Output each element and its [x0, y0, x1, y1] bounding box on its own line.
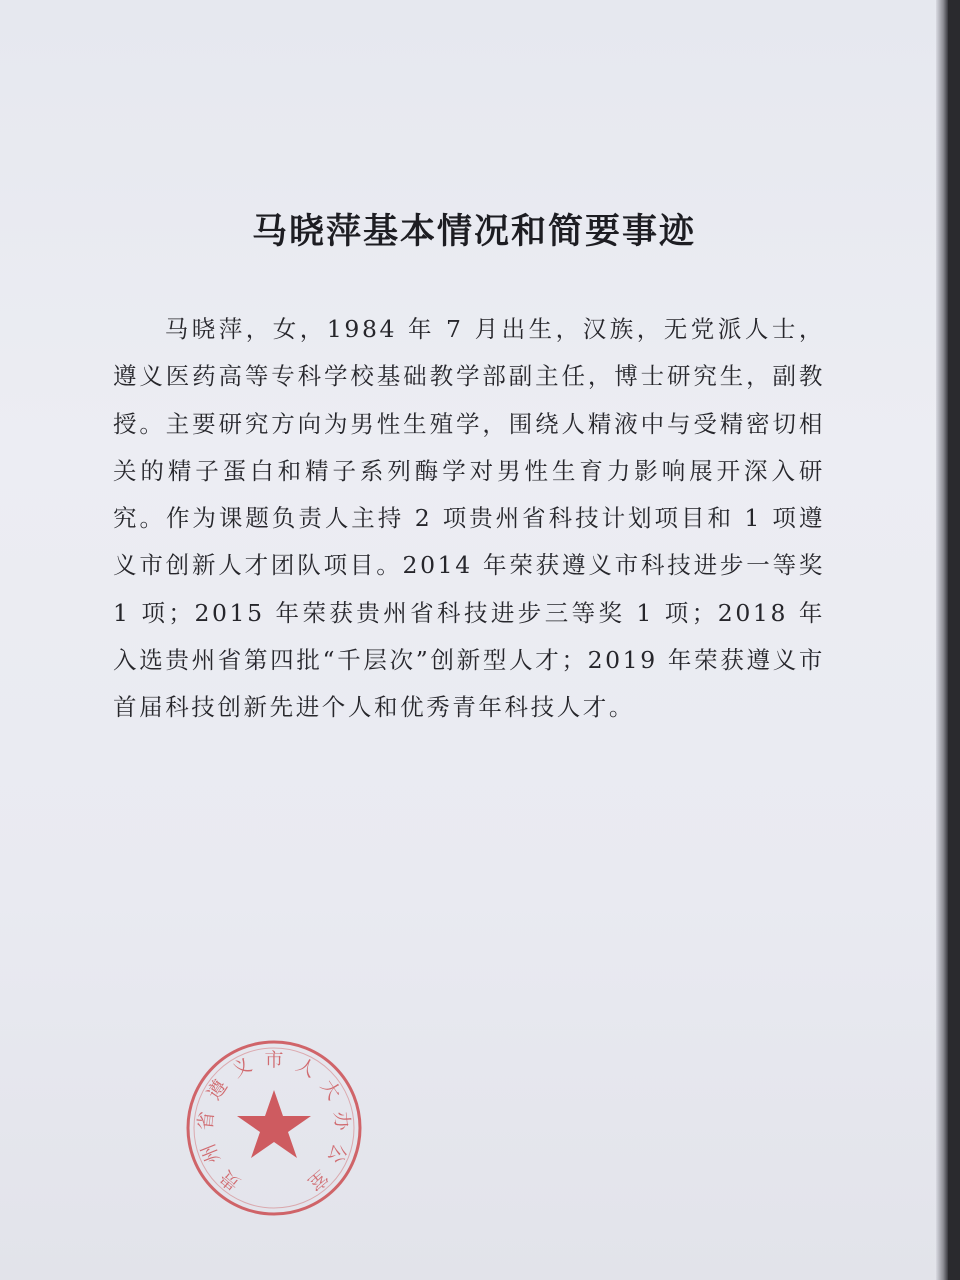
document-body-paragraph: 马晓萍，女，1984 年 7 月出生，汉族，无党派人士，遵义医药高等专科学校基础教学部副主任，博士研究生，副教授。主要研究方向为男性生殖学，围绕人精液中与受精密切相关的精子蛋白和精子系列酶学对男性生育力影响展开深入研究。作为课题负责人主持 2 项贵州省科技计划项目和 1 项遵义市创新人才团队项目。2014 年荣获遵义市科技进步一等奖 1 项；2015 年荣获贵州省科技进步三等奖 1 项；2018 年入选贵州省第四批“千层次”创新型人才；2019 年荣获遵义市首届科技创新先进个人和优秀青年科技人才。	[113, 315, 825, 722]
official-seal-stamp	[180, 1034, 368, 1222]
svg-text:公: 公	[323, 1140, 351, 1167]
svg-text:人: 人	[292, 1053, 320, 1083]
svg-text:义: 义	[228, 1053, 256, 1083]
svg-text:办: 办	[329, 1110, 354, 1132]
svg-text:大: 大	[315, 1075, 345, 1105]
svg-text:遵: 遵	[203, 1075, 233, 1105]
svg-text:室: 室	[303, 1165, 333, 1195]
svg-text:州: 州	[197, 1140, 225, 1167]
seal-star-icon	[237, 1090, 311, 1158]
svg-text:市: 市	[264, 1049, 284, 1071]
svg-text:省: 省	[194, 1110, 219, 1132]
paper-edge-shadow	[936, 0, 948, 1280]
document-title: 马晓萍基本情况和简要事迹	[251, 212, 696, 252]
svg-text:贵: 贵	[215, 1165, 245, 1195]
